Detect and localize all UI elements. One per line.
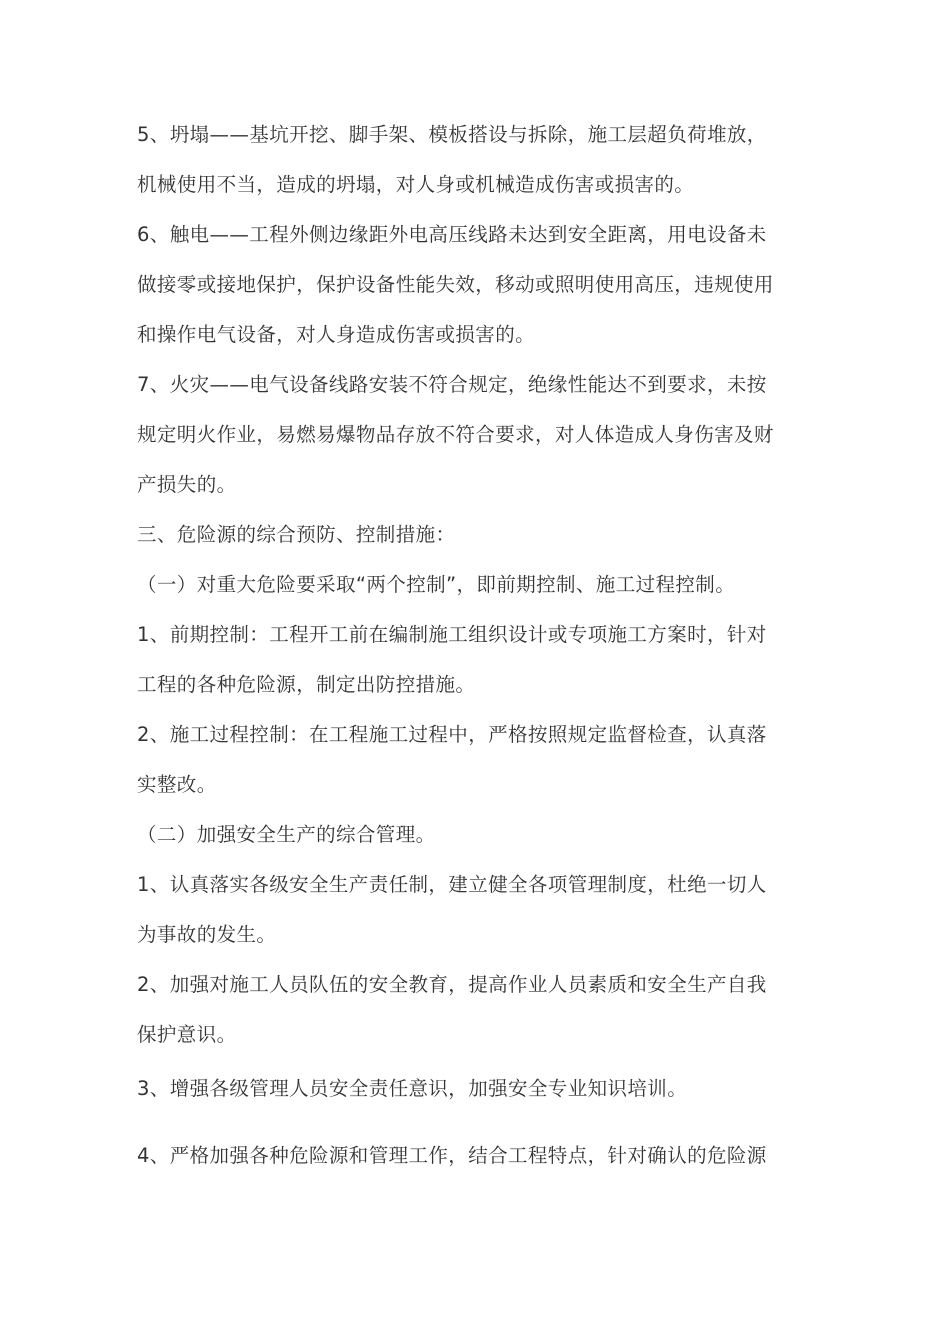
- subsection-heading: （二）加强安全生产的综合管理。: [137, 823, 436, 846]
- text-line: 1、认真落实各级安全生产责任制，建立健全各项管理制度，杜绝一切人: [137, 873, 767, 896]
- text-line: 实整改。: [137, 773, 217, 796]
- text-line: 工程的各种危险源，制定出防控措施。: [137, 673, 476, 696]
- section-heading: 三、危险源的综合预防、控制措施：: [137, 523, 456, 546]
- text-line: 6、触电——工程外侧边缘距外电高压线路未达到安全距离，用电设备未: [137, 223, 767, 246]
- text-line: 机械使用不当，造成的坍塌，对人身或机械造成伤害或损害的。: [137, 173, 695, 196]
- text-line: 保护意识。: [137, 1023, 237, 1046]
- text-line: 7、火灾——电气设备线路安装不符合规定，绝缘性能达不到要求，未按: [137, 373, 767, 396]
- text-line: 规定明火作业，易燃易爆物品存放不符合要求，对人体造成人身伤害及财: [137, 423, 774, 446]
- subsection-heading: （一）对重大危险要采取“两个控制”，即前期控制、施工过程控制。: [137, 573, 736, 596]
- text-line: 1、前期控制：工程开工前在编制施工组织设计或专项施工方案时，针对: [137, 623, 767, 646]
- text-line: 3、增强各级管理人员安全责任意识，加强安全专业知识培训。: [137, 1077, 688, 1100]
- text-line: 5、坍塌——基坑开挖、脚手架、模板搭设与拆除，施工层超负荷堆放，: [137, 123, 767, 146]
- text-line: 做接零或接地保护，保护设备性能失效，移动或照明使用高压，违规使用: [137, 273, 774, 296]
- text-line: 产损失的。: [137, 473, 237, 496]
- text-line: 2、加强对施工人员队伍的安全教育，提高作业人员素质和安全生产自我: [137, 973, 767, 996]
- text-line: 和操作电气设备，对人身造成伤害或损害的。: [137, 323, 536, 346]
- text-line: 4、严格加强各种危险源和管理工作，结合工程特点，针对确认的危险源: [137, 1144, 767, 1167]
- text-line: 为事故的发生。: [137, 923, 277, 946]
- text-line: 2、施工过程控制：在工程施工过程中，严格按照规定监督检查，认真落: [137, 723, 767, 746]
